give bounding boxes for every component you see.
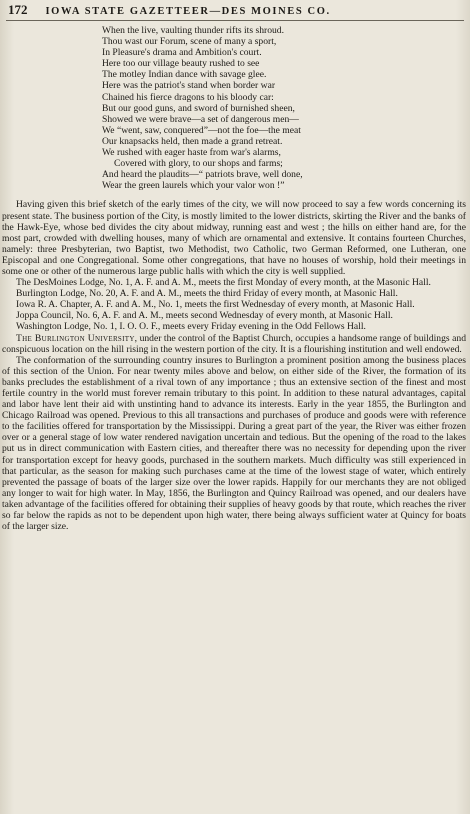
poem-line: When the live, vaulting thunder rifts its shroud.: [102, 25, 284, 36]
paragraph: [2, 199, 466, 277]
paragraph: [2, 277, 466, 288]
poem-line: Covered with glory, to our shops and farms;: [114, 158, 283, 170]
poem-line: We “went, saw, conquered”—not the foe—the meat: [102, 124, 301, 136]
poem-line: Here was the patriot's stand when border war: [102, 80, 276, 92]
page-header: [8, 2, 460, 18]
poem-line: Our knapsacks held, then made a grand retreat.: [102, 135, 283, 147]
poem-line: Showed we were brave—a set of dangerous men—: [102, 113, 299, 125]
poem-line: We rushed with eager haste from war's alarms,: [102, 147, 281, 159]
running-head: IOWA STATE GAZETTEER—DES MOINES CO.: [45, 6, 331, 17]
prose-section: [2, 199, 466, 532]
paragraph-text: The conformation of the surrounding country insures to Burlington a prominent position among the business places of this section of the Union. For near twenty miles above and below, on either side of the River, the formation of its banks precludes the establishment of a rival town of any importance ; thus an extensive section of the finest and most fertile country in the world must forever remain tributary to this point. In addition to these natural advantages, capital and labor have lent their aid with unstinting hand to advance its interests. Early in the year 1855, the Burlington and Chicago Railroad was opened. Previous to this all transactions and purchases of produce and goods were with reference to the facilities offered for transportation by the Mississippi. During a great part of the year, the River was either frozen over or a general stage of low water rendered navigation uncertain and tedious. But the opening of the road to the lakes put us in direct communication with Eastern cities, and thereafter there was no necessity for depending upon the river for transportation except for heavy goods, purchased in the southern markets. Much difficulty was still experienced in that particular, as the season for making such purchases came at the time of the lowest stage of water, which entirely prevented the passage of boats of the larger size over the lower rapids. Happily for our merchants they are not obliged any longer to wait for high water. In May, 1856, the Burlington and Quincy Railroad was opened, and our dealers have taken advantage of the facilities offered for obtaining their supplies of heavy goods by that route, which reaches the river so far below the rapids as not to be dependent upon high water, there being always sufficient water at Quincy for boats of the larger size.: [2, 354, 466, 533]
paragraph-text: Having given this brief sketch of the early times of the city, we will now proceed to say a few words concerning its present state. The business portion of the City, is mostly limited to the lower districts, skirting the River and the banks of the Hawk-Eye, whose bed divides the city about midway, running east and west ; the hills on either hand are, for the most part, crowded with dwelling houses, many of which are ornamental and extensive. It contains fourteen Churches, namely: three Presbyterian, two Baptist, two Methodist, two Catholic, two German Reformed, one Lutheran, one Episcopal and one Congregational. Some other congregations, that have no houses of worship, hold their meetings in some one or other of the numerous large public halls with which the city is well supplied.: [2, 199, 466, 277]
paragraph: [2, 288, 466, 299]
page-number: 172: [8, 2, 28, 17]
paragraph-text: Washington Lodge, No. 1, I. O. O. F., meets every Friday evening in the Odd Fellows Hall.: [16, 321, 366, 333]
paragraph-text: The DesMoines Lodge, No. 1, A. F. and A. M., meets the first Monday of every month, at the Masonic Hall.: [16, 277, 431, 289]
paragraph: [2, 299, 466, 310]
poem-line: Chained his fierce dragons to his bloody car:: [102, 91, 274, 103]
poem-line: The motley Indian dance with savage glee.: [102, 69, 267, 81]
paragraph-text: Burlington Lodge, No. 20, A. F. and A. M., meets the third Friday of every month, at Masonic Hall.: [16, 288, 398, 300]
page-body: [2, 25, 466, 814]
poem-line: And heard the plaudits—“ patriots brave, well done,: [102, 169, 303, 181]
poem-line: Wear the green laurels which your valor won !”: [102, 180, 285, 192]
paragraph: [2, 355, 466, 533]
paragraph-lead: The Burlington University: [16, 332, 135, 344]
paragraph-text: , under the control of the Baptist Church, occupies a handsome range of buildings and conspicuous location on the hill rising in the western portion of the city. It is a flourishing institution and well endowed.: [2, 332, 466, 355]
poem-line: In Pleasure's drama and Ambition's court.: [102, 47, 262, 59]
poem-stanza: [102, 25, 364, 191]
paragraph: [2, 310, 466, 321]
paragraph-text: Iowa R. A. Chapter, A. F. and A. M., No. 1, meets the first Wednesday of every month, at Masonic Hall.: [16, 299, 415, 311]
poem-line: Here too our village beauty rushed to see: [102, 58, 260, 70]
paragraph: [2, 333, 466, 355]
paragraph-text: Joppa Council, No. 6, A. F. and A. M., meets second Wednesday of every month, at Masonic Hall.: [16, 310, 393, 322]
poem-line: But our good guns, and sword of burnished sheen,: [102, 102, 295, 114]
header-rule: [6, 20, 464, 21]
paragraph: [2, 321, 466, 332]
poem-line: Thou wast our Forum, scene of many a sport,: [102, 36, 277, 48]
